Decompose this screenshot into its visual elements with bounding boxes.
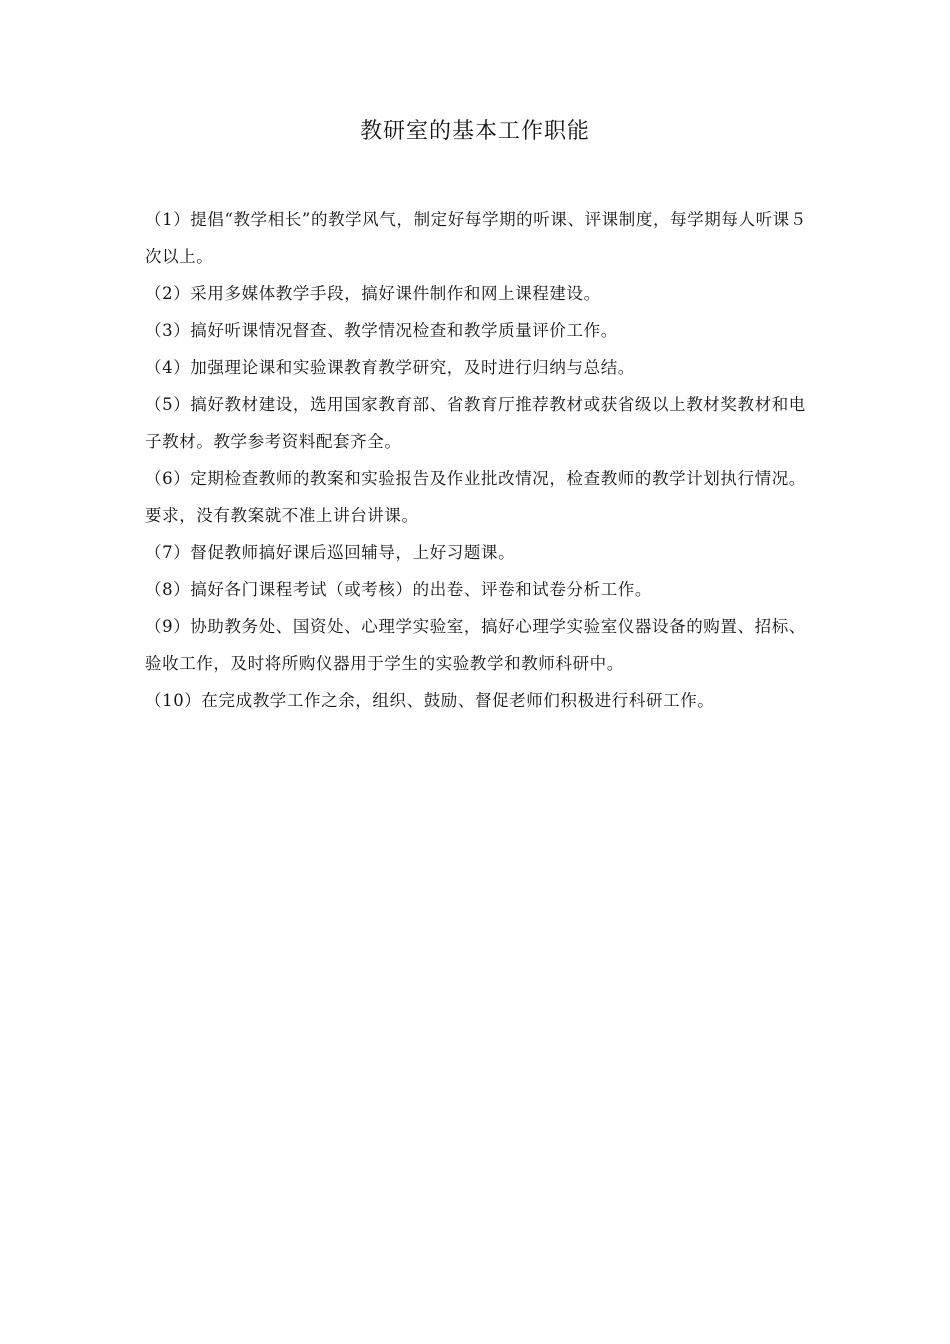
paragraph-item-7: （7）督促教师搞好课后巡回辅导，上好习题课。 — [145, 543, 516, 562]
paragraph-item-4: （4）加强理论课和实验课教育教学研究，及时进行归纳与总结。 — [145, 358, 635, 377]
paragraph-item-10: （10）在完成教学工作之余，组织、鼓励、督促老师们积极进行科研工作。 — [145, 691, 715, 710]
paragraph-item-3: （3）搞好听课情况督查、教学情况检查和教学质量评价工作。 — [145, 321, 618, 340]
paragraph-item-1: （1）提倡“教学相长”的教学风气，制定好每学期的听课、评课制度，每学期每人听课５次以上。 — [145, 210, 807, 266]
paragraph-item-6: （6）定期检查教师的教案和实验报告及作业批改情况，检查教师的教学计划执行情况。要求，没有教案就不准上讲台讲课。 — [145, 469, 806, 525]
document-body — [145, 201, 815, 719]
paragraph-item-8: （8）搞好各门课程考试（或考核）的出卷、评卷和试卷分析工作。 — [145, 580, 652, 599]
page-title: 教研室的基本工作职能 — [359, 119, 590, 144]
paragraph-item-9: （9）协助教务处、国资处、心理学实验室，搞好心理学实验室仪器设备的购置、招标、验收工作，及时将所购仪器用于学生的实验教学和教师科研中。 — [145, 617, 806, 673]
paragraph-item-2: （2）采用多媒体教学手段，搞好课件制作和网上课程建设。 — [145, 284, 601, 303]
paragraph-item-5: （5）搞好教材建设，选用国家教育部、省教育厅推荐教材或获省级以上教材奖教材和电子教材。教学参考资料配套齐全。 — [145, 395, 806, 451]
